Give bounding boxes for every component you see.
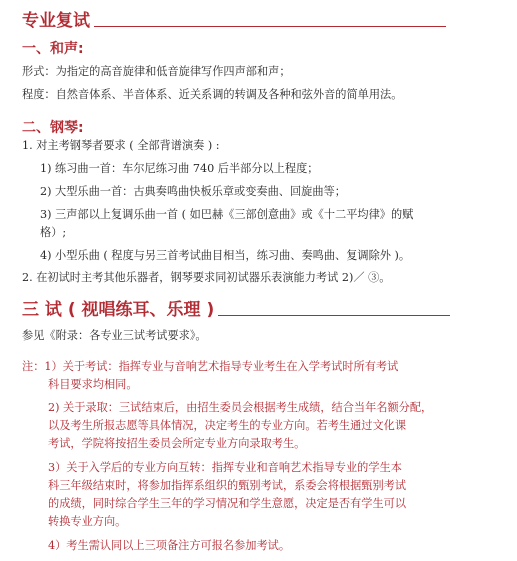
note-3-line-2: 科三年级结束时，将参加指挥系组织的甄别考试，系委会将根据甄别考试 <box>48 479 407 492</box>
note-2-line-2: 以及考生所报志愿等具体情况，决定考生的专业方向。若考生通过文化课 <box>48 419 407 432</box>
note-2-line-3: 考试，学院将按招生委员会所定专业方向录取考生。 <box>48 437 306 450</box>
piano-sub-2: 2) 大型乐曲一首：古典奏鸣曲快板乐章或变奏曲、回旋曲等； <box>40 185 346 198</box>
piano-sub-4: 4) 小型乐曲 ( 程度与另三首考试曲目相当，练习曲、奏鸣曲、复调除外 )。 <box>40 249 411 262</box>
note-3-line-4: 转换专业方向。 <box>48 515 127 528</box>
piano-sub-1: 1) 练习曲一首：车尔尼练习曲 740 后半部分以上程度； <box>40 162 319 175</box>
note-1-line-2: 科目要求均相同。 <box>48 378 138 391</box>
piano-sub-3-line-2: 格）; <box>40 226 67 239</box>
note-3-line-1: 3）关于入学后的专业方向互转：指挥专业和音响艺术指导专业的学生本 <box>48 461 402 474</box>
piano-heading: 二、钢琴: <box>22 120 84 136</box>
heading-rule <box>218 315 450 316</box>
section-title: 专业复试 <box>22 11 90 31</box>
piano-item-2: 2. 在初试时主考其他乐器者，钢琴要求同初试器乐表演能力考试 2)／ ③。 <box>22 271 391 284</box>
note-3-line-3: 的成绩，同时综合学生三年的学习情况和学生意愿，决定是否有学生可以 <box>48 497 407 510</box>
note-1-line-1: 注：1）关于考试：指挥专业与音响艺术指导专业考生在入学考试时所有考试 <box>22 360 399 373</box>
harmony-level: 程度：自然音体系、半音体系、近关系调的转调及各种和弦外音的简单用法。 <box>22 88 403 101</box>
section-major-heading <box>22 6 446 31</box>
heading-rule <box>94 26 446 27</box>
piano-item-1: 1. 对主考钢琴者要求 ( 全部背谱演奏 ) : <box>22 139 220 152</box>
section-third-heading <box>22 295 450 320</box>
harmony-form: 形式：为指定的高音旋律和低音旋律写作四声部和声； <box>22 65 291 78</box>
note-4: 4）考生需认同以上三项备注方可报名参加考试。 <box>48 539 291 552</box>
note-2-line-1: 2) 关于录取：三试结束后，由招生委员会根据考生成绩，结合当年名额分配， <box>48 401 433 414</box>
piano-sub-3-line-1: 3) 三声部以上复调乐曲一首 ( 如巴赫《三部创意曲》或《十二平均律》的赋 <box>40 208 414 221</box>
third-reference: 参见《附录：各专业三试考试要求》。 <box>22 329 207 342</box>
harmony-heading: 一、和声: <box>22 41 84 57</box>
section-title: 三 试 ( 视唱练耳、乐理 ) <box>22 300 215 320</box>
